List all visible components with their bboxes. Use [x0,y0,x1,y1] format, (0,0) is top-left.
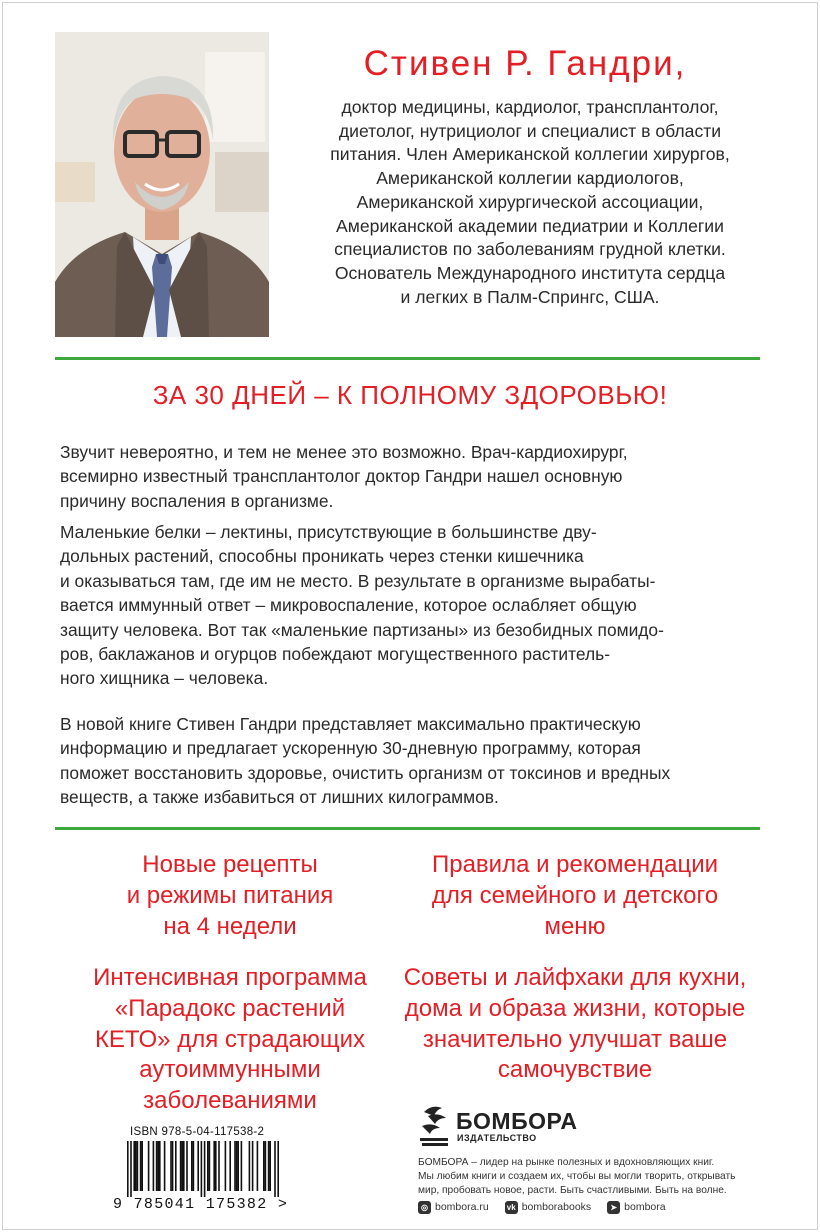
telegram-icon: ➤ [607,1201,620,1214]
barcode-bar [170,1141,172,1191]
barcode-bar [236,1141,238,1191]
feature-line: КЕТО» для страдающих [94,1025,366,1053]
feature-line: для семейного и детского [431,881,719,909]
barcode-bar [215,1141,217,1191]
publisher-blurb-line: мир, пробовать новое, расти. Быть счастливыми. Быть на волне. [418,1184,727,1196]
feature-tips [380,963,770,1086]
barcode-bar [156,1141,158,1191]
divider-bottom [55,827,760,830]
barcode-bar [181,1141,183,1191]
barcode-bar [263,1141,265,1191]
barcode-bar [274,1141,276,1197]
social-telegram[interactable] [607,1201,665,1214]
barcode-bar [269,1141,271,1191]
author-bio-line: Основатель Международного института сердца [334,262,726,283]
author-bio-line: доктор медицины, кардиолог, трансплантолог, [341,97,719,117]
feature-line: Новые рецепты [142,851,318,878]
barcode-bar [252,1141,254,1191]
publisher-blurb [418,1156,768,1197]
barcode-bar [234,1141,236,1191]
paragraph-line: защиту человека. Вот так «маленькие партизаны» из безобидных помидо- [60,619,664,640]
paragraph-line: всемирно известный трансплантолог доктор Гандри нашел основную [60,466,623,487]
publisher-subtitle: ИЗДАТЕЛЬСТВО [457,1133,537,1143]
feature-line: Советы и лайфхаки для кухни, [403,964,747,991]
barcode-bar [172,1141,174,1191]
barcode-bar [191,1141,193,1191]
author-bio-line: специалистов по заболеваниям грудной клетки. [334,239,726,260]
social-label: bomborabooks [521,1201,592,1213]
vk-icon: vk [505,1201,518,1214]
author-name: Стивен Р. Гандри, [363,44,687,83]
feature-line: значительно улучшат ваше [422,1025,728,1053]
social-website[interactable] [418,1201,489,1214]
paragraph-line: и оказываться там, где им не место. В результате в организме вырабаты- [60,570,656,591]
paragraph-line: поможет восстановить здоровье, очистить организм от токсинов и вредных [60,762,671,783]
barcode-bar [140,1141,142,1191]
paragraph-line: причину воспаления в организме. [60,490,334,511]
paragraph-2 [60,520,762,691]
author-bio-line: Американской коллегии кардиологов, [376,168,684,189]
barcode-bar [180,1141,182,1191]
barcode-bar [265,1141,267,1191]
paragraph-1 [60,440,762,513]
barcode-bar [197,1141,199,1191]
barcode-digits: 9 785041 175382 > [113,1196,289,1213]
barcode-bar [141,1141,143,1191]
feature-recipes [60,850,400,942]
globe-icon: ◎ [418,1201,431,1214]
barcode-bar [186,1141,188,1191]
publisher-blurb-line: Мы любим книги и создаем их, чтобы вы могли творить, открывать [418,1170,736,1182]
barcode-bar [277,1141,279,1197]
author-bio-line: Американской хирургической ассоциации, [356,191,704,212]
barcode-bar [157,1141,159,1191]
barcode-bar [175,1141,177,1191]
barcode-bar [183,1141,185,1191]
isbn-label: ISBN 978-5-04-117538-2 [130,1126,265,1138]
paragraph-line: Звучит невероятно, и тем не менее это возможно. Врач-кардиохирург, [60,442,628,462]
barcode-bar [159,1141,161,1191]
headline: ЗА 30 ДНЕЙ – К ПОЛНОМУ ЗДОРОВЬЮ! [152,380,668,410]
paragraph-line: дольных растений, способны проникать через стенки кишечника [60,546,584,567]
publisher-name: БОМБОРА [456,1108,578,1134]
paragraph-line: информацию и предлагает ускоренную 30-дневную программу, которая [60,738,641,759]
feature-keto-program [40,963,420,1117]
social-label: bombora.ru [435,1201,489,1213]
barcode-bar [148,1141,150,1191]
social-vk[interactable] [505,1201,591,1214]
paragraph-line: В новой книге Стивен Гандри представляет максимально практическую [60,714,641,734]
barcode-bar [130,1141,132,1197]
feature-line: дома и образа жизни, которые [404,994,746,1022]
author-bio-line: питания. Член Американской коллегии хирургов, [330,144,730,165]
paragraph-line: ного хищника – человека. [60,668,269,689]
paragraph-line: Маленькие белки – лектины, присутствующие в большинстве дву- [60,522,597,542]
publisher-logo [418,1102,588,1150]
barcode-bar [257,1141,259,1191]
barcode-bar [237,1141,239,1191]
barcode-bar [137,1141,139,1191]
feature-line: меню [544,912,606,940]
barcode-bar [135,1141,137,1191]
feature-line: заболеваниями [143,1087,317,1115]
feature-line: и режимы питания [126,881,334,909]
author-bio-line: и легких в Палм-Спрингс, США. [400,286,660,307]
barcode-bar [209,1141,211,1191]
feature-line: «Парадокс растений [114,994,346,1022]
paragraph-line: ров, баклажанов и огурцов побеждают могущественного раститель- [60,644,610,665]
feature-line: Правила и рекомендации [431,851,719,878]
barcode [113,1141,293,1199]
barcode-bar [164,1141,166,1191]
barcode-bar [268,1141,270,1191]
barcode-bar [229,1141,231,1191]
publisher-blurb-line: БОМБОРА – лидер на рынке полезных и вдохновляющих книг. [418,1157,715,1168]
barcode-bar [207,1141,209,1191]
barcode-bar [249,1141,251,1191]
author-photo [55,32,269,337]
publisher-socials [418,1199,758,1215]
divider-top [55,357,760,360]
barcode-bar [213,1141,215,1191]
feature-line: на 4 недели [163,912,297,940]
feature-rules [395,850,755,942]
author-bio [280,96,780,309]
paragraph-line: вается иммунный ответ – микровоспаление, которое ослабляет общую [60,595,637,616]
barcode-bar [218,1141,220,1191]
bombora-logo-icon [418,1102,452,1150]
barcode-bar [241,1141,243,1191]
barcode-bar [127,1141,129,1197]
barcode-bar [204,1141,206,1197]
author-bio-line: диетолог, нутрициолог и специалист в области [338,120,722,141]
barcode-bar [133,1141,135,1191]
social-label: bombora [624,1201,666,1213]
author-bio-line: Американской академии педиатрии и Коллегии [336,215,724,236]
feature-line: Интенсивная программа [93,964,367,991]
barcode-bar [201,1141,203,1197]
barcode-bar [153,1141,155,1191]
paragraph-line: веществ, а также избавиться от лишних килограммов. [60,787,499,808]
feature-line: самочувствие [497,1056,653,1084]
feature-line: аутоиммунными [139,1056,321,1084]
paragraph-3 [60,712,762,810]
barcode-bar [193,1141,195,1191]
barcode-bar [225,1141,227,1191]
